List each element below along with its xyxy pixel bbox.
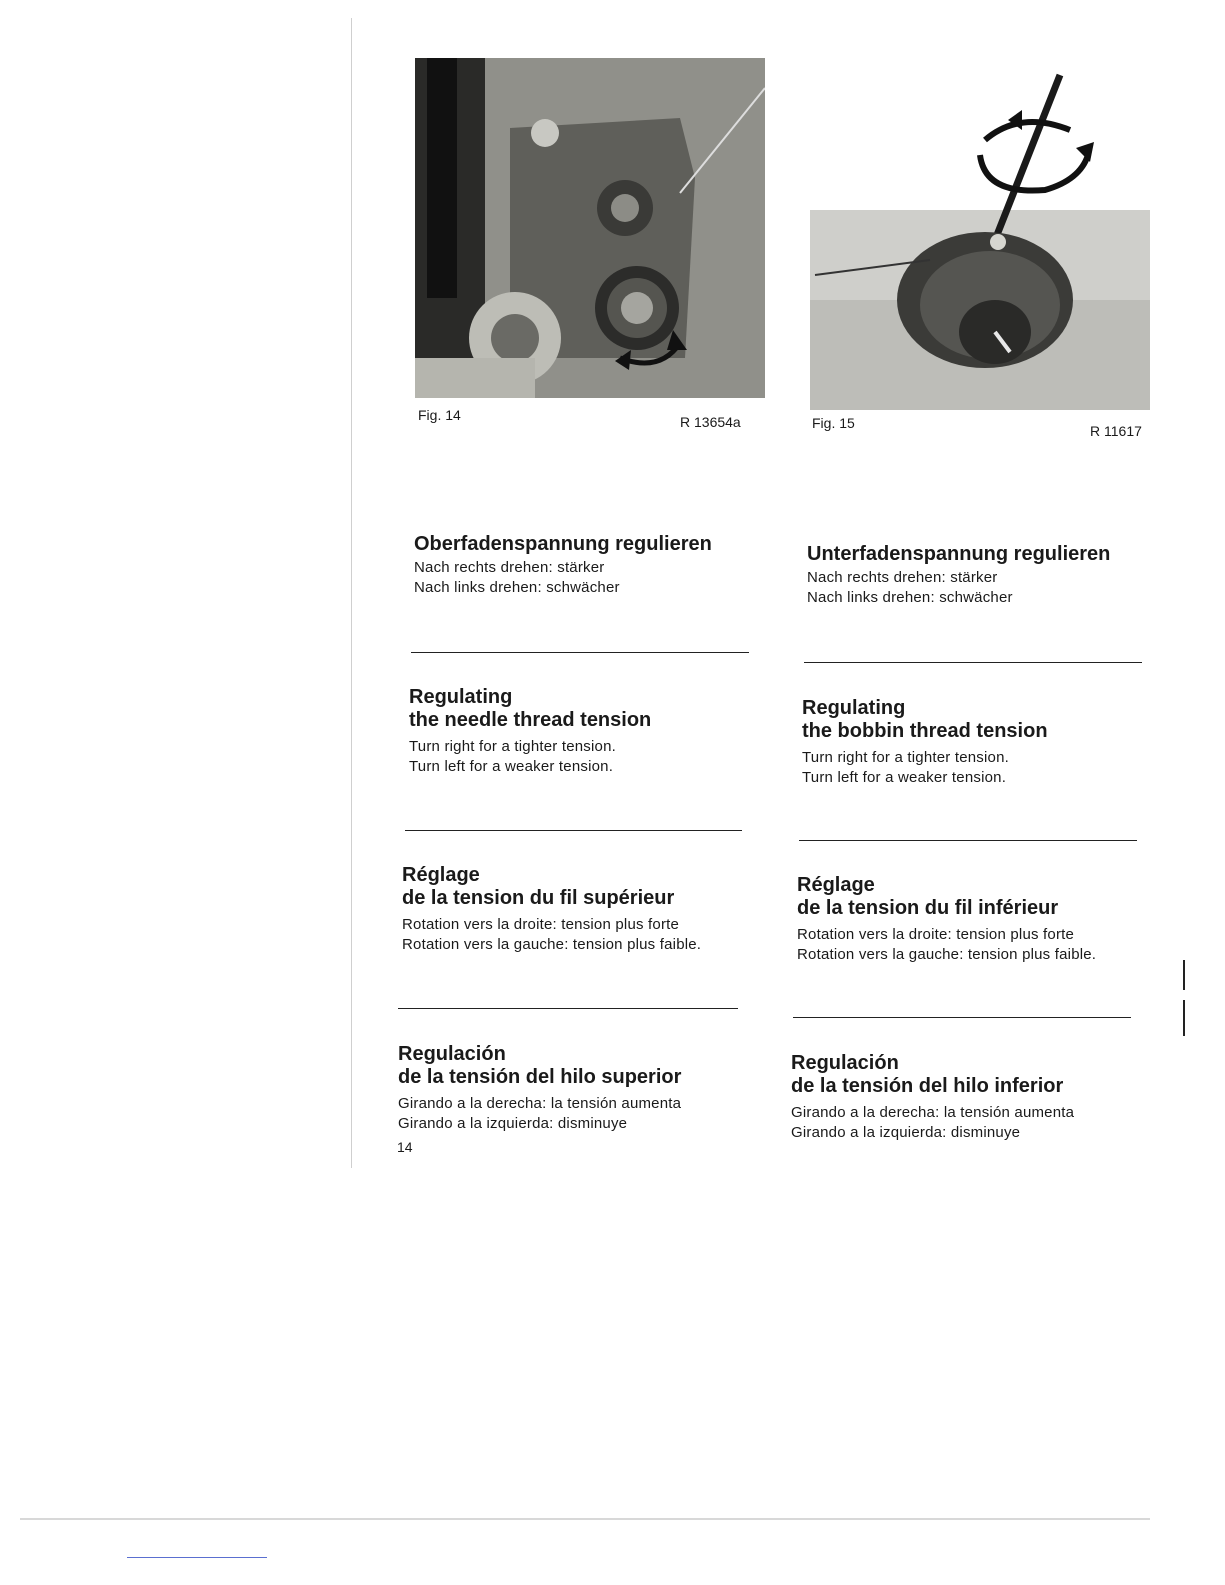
instruction-line: Girando a la derecha: la tensión aumenta: [791, 1104, 1075, 1121]
instruction-line: Rotation vers la gauche: tension plus faible.: [402, 936, 702, 953]
german-section: [807, 543, 1152, 608]
section-heading: Unterfadenspannung regulieren: [807, 543, 1111, 565]
instruction-line: Nach links drehen: schwächer: [807, 589, 1013, 606]
section-heading: Regulating the bobbin thread tension: [802, 697, 1048, 742]
tension-assembly-illustration: [415, 58, 765, 398]
spanish-section: [398, 1043, 743, 1134]
section-heading: Regulación de la tensión del hilo inferior: [791, 1052, 1064, 1097]
figure-reference: R 11617: [1090, 423, 1142, 439]
instruction-line: Nach links drehen: schwächer: [414, 579, 620, 596]
page-number: 14: [397, 1139, 413, 1155]
instruction-line: Nach rechts drehen: stärker: [807, 569, 998, 586]
section-divider: [405, 830, 742, 831]
instruction-line: Girando a la derecha: la tensión aumenta: [398, 1095, 682, 1112]
figure-label: Fig. 14: [418, 407, 461, 423]
instruction-line: Turn right for a tighter tension.: [409, 738, 616, 755]
scan-bottom-line: [127, 1557, 267, 1558]
english-section: [409, 686, 754, 777]
instruction-line: Rotation vers la gauche: tension plus faible.: [797, 946, 1097, 963]
section-heading: Regulating the needle thread tension: [409, 686, 652, 731]
instruction-line: Nach rechts drehen: stärker: [414, 559, 605, 576]
section-heading: Réglage de la tension du fil supérieur: [402, 864, 675, 909]
instruction-line: Turn left for a weaker tension.: [409, 758, 614, 775]
section-divider: [411, 652, 749, 653]
figure-14-photo: [415, 58, 765, 398]
spanish-section: [791, 1052, 1136, 1143]
instruction-line: Girando a la izquierda: disminuye: [791, 1124, 1021, 1141]
section-heading: Réglage de la tension du fil inférieur: [797, 874, 1059, 919]
figure-label: Fig. 15: [812, 415, 855, 431]
section-divider: [793, 1017, 1131, 1018]
section-divider: [804, 662, 1142, 663]
instruction-line: Turn left for a weaker tension.: [802, 769, 1007, 786]
instruction-line: Turn right for a tighter tension.: [802, 749, 1009, 766]
section-heading: Regulación de la tensión del hilo superior: [398, 1043, 682, 1088]
english-section: [802, 697, 1147, 788]
instruction-line: Rotation vers la droite: tension plus forte: [402, 916, 680, 933]
french-section: [402, 864, 747, 955]
section-heading: Oberfadenspannung regulieren: [414, 533, 712, 555]
scan-margin-line: [351, 18, 352, 1168]
french-section: [797, 874, 1142, 965]
instruction-line: Rotation vers la droite: tension plus forte: [797, 926, 1075, 943]
bobbin-case-illustration: [810, 70, 1150, 410]
section-divider: [398, 1008, 738, 1009]
edge-mark: [1183, 960, 1185, 990]
section-divider: [799, 840, 1137, 841]
german-section: [414, 533, 759, 598]
figure-reference: R 13654a: [680, 414, 741, 430]
instruction-line: Girando a la izquierda: disminuye: [398, 1115, 628, 1132]
edge-mark: [1183, 1000, 1185, 1036]
figure-15-photo: [810, 70, 1150, 410]
scan-bottom-line: [20, 1518, 1150, 1520]
